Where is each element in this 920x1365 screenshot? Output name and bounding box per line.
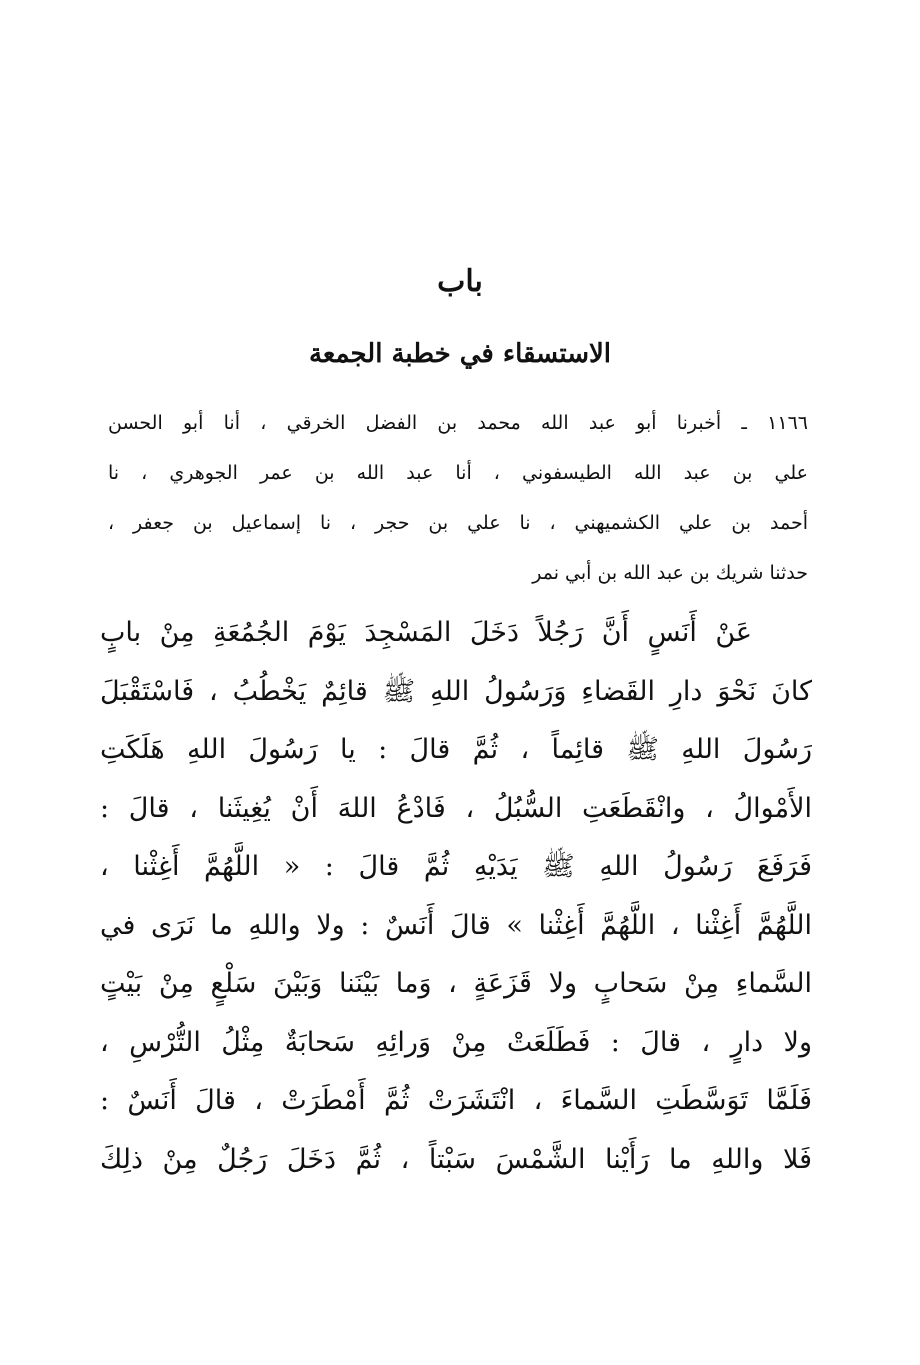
matn-line: اللَّهُمَّ أَغِثْنا ، اللَّهُمَّ أَغِثْنا » قالَ أَنَسٌ : ولا واللهِ ما نَرَى في	[100, 909, 812, 941]
matn-line: السَّماءِ مِنْ سَحابٍ ولا قَزَعَةٍ ، وَما بَيْنَنا وَبَيْنَ سَلْعٍ مِنْ بَيْتٍ	[100, 968, 812, 999]
isnad-paragraph	[108, 398, 808, 598]
matn-line: عَنْ أَنَسٍ أَنَّ رَجُلاً دَخَلَ المَسْجِدَ يَوْمَ الجُمُعَةِ مِنْ بابٍ	[100, 617, 752, 648]
matn-line: كانَ نَحْوَ دارِ القَضاءِ وَرَسُولُ اللهِ ﷺ قائِمٌ يَخْطُبُ ، فَاسْتَقْبَلَ	[100, 675, 812, 707]
matn-line: فَلا واللهِ ما رَأَيْنا الشَّمْسَ سَبْتاً ، ثُمَّ دَخَلَ رَجُلٌ مِنْ ذلِكَ	[100, 1143, 812, 1175]
matn-line: الأَمْوالُ ، وانْقَطَعَتِ السُّبُلُ ، فَادْعُ اللهَ أَنْ يُغِيثَنا ، قالَ :	[100, 792, 812, 824]
matn-line: فَرَفَعَ رَسُولُ اللهِ ﷺ يَدَيْهِ ثُمَّ قالَ : « اللَّهُمَّ أَغِثْنا ،	[100, 851, 812, 882]
matn-line: ولا دارٍ ، قالَ : فَطَلَعَتْ مِنْ وَرائِهِ سَحابَةٌ مِثْلُ التُّرْسِ ،	[100, 1026, 812, 1058]
matn-line: فَلَمَّا تَوَسَّطَتِ السَّماءَ ، انْتَشَرَتْ ثُمَّ أَمْطَرَتْ ، قالَ أَنَسٌ :	[100, 1085, 812, 1116]
isnad-line: ١١٦٦ ـ أخبرنا أبو عبد الله محمد بن الفضل الخرقي ، أنا أبو الحسن	[108, 412, 808, 434]
matn-line: رَسُولَ اللهِ ﷺ قائِماً ، ثُمَّ قالَ : يا رَسُولَ اللهِ هَلَكَتِ	[100, 734, 812, 765]
isnad-line: حدثنا شريك بن عبد الله بن أبي نمر	[532, 562, 808, 584]
isnad-line: علي بن عبد الله الطيسفوني ، أنا عبد الله بن عمر الجوهري ، نا	[108, 462, 808, 484]
isnad-line: أحمد بن علي الكشميهني ، نا علي بن حجر ، نا إسماعيل بن جعفر ،	[108, 512, 808, 534]
chapter-title: الاستسقاء في خطبة الجمعة	[308, 339, 612, 369]
chapter-heading: باب	[437, 264, 483, 299]
matn-paragraph	[100, 604, 812, 1189]
